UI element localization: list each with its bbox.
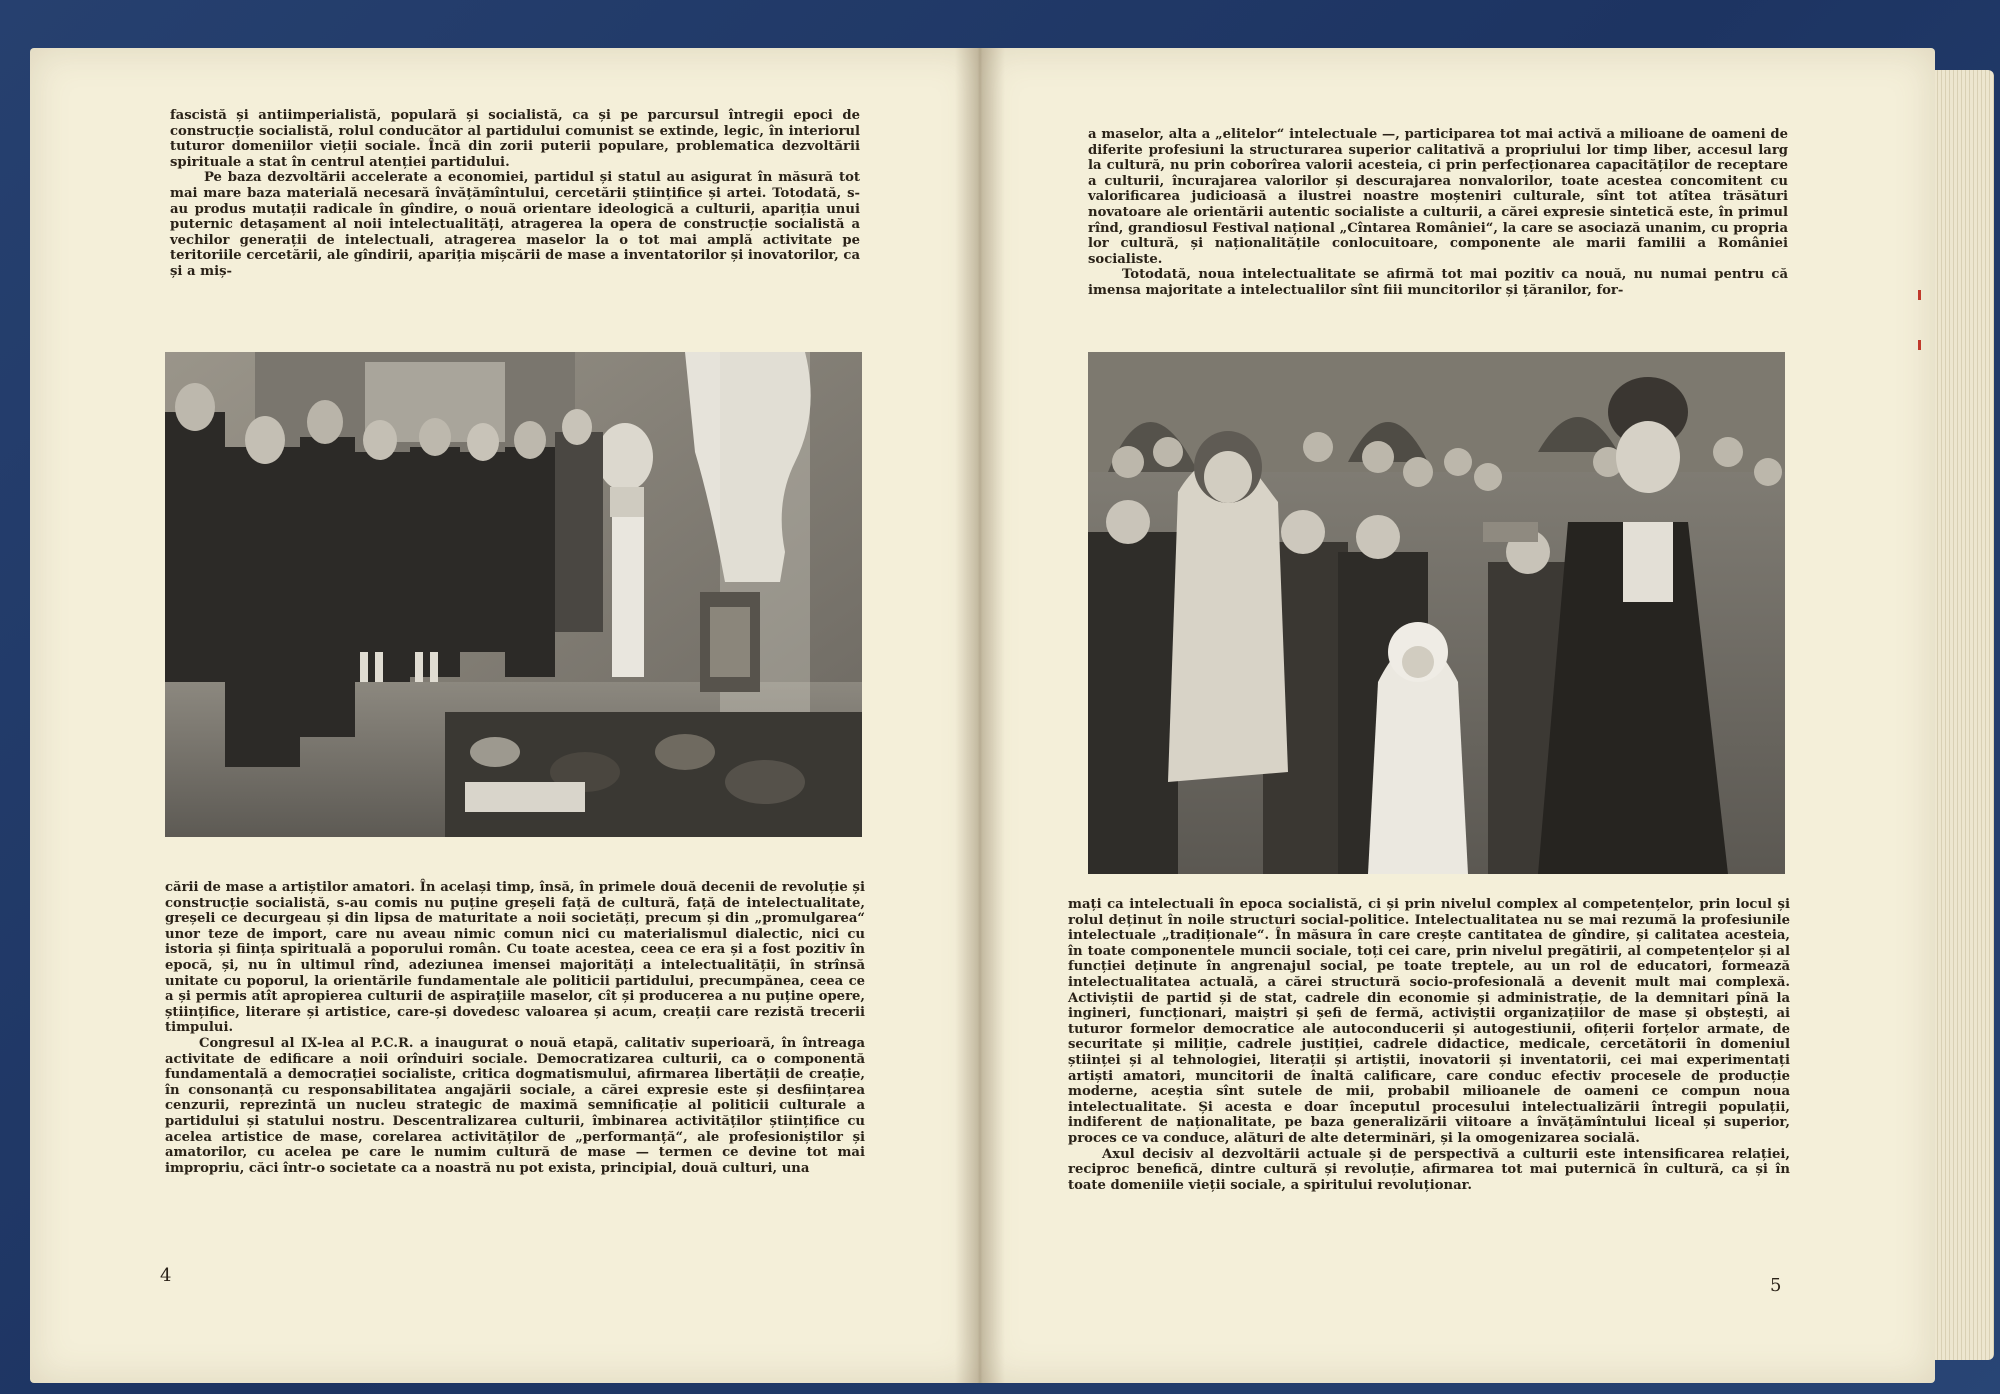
page-number-right: 5 — [1770, 1275, 1782, 1296]
book-gutter — [955, 48, 1005, 1383]
right-bottom-text — [1068, 897, 1790, 1193]
exhibition-photo — [165, 352, 862, 837]
paragraph: fascistă și antiimperialistă, populară și socialistă, ca și pe parcursul întregii epoci de construcție socialistă, rolul conducător al partidului comunist se extinde, legic, în interiorul tuturor domeniilor vieții sociale. Încă din zorii puterii populare, problematica dezvoltării spirituale a stat în centrul atenției partidului. — [170, 108, 860, 170]
paragraph: Congresul al IX-lea al P.C.R. a inaugurat o nouă etapă, calitativ superioară, în întreaga activitate de edificare a noii orînduiri sociale. Democratizarea culturii, ca o componentă fundamentală a democrației socialiste, critica dogmatismului, afirmarea libertății de creație, în consonanță cu responsabilitatea angajării sociale, a cărei expresie este și desființarea cenzurii, reprezintă un nucleu strategic de maximă semnificație al politicii culturale a partidului și statului nostru. Descentralizarea culturii, îmbinarea activităților științifice cu acelea artistice de mase, corelarea activităților de „performanță“, ale profesioniștilor și amatorilor, cu acelea pe care le numim cultură de mase — termen ce devine tot mai impropriu, căci într-o societate ca a noastră nu pot exista, principial, două culturi, una — [165, 1035, 865, 1176]
page-number-left: 4 — [160, 1265, 172, 1286]
paragraph: cării de mase a artiștilor amatori. În același timp, însă, în primele două decenii de revoluție și construcție socialistă, s-au comis nu puține greșeli față de cultură, față de intelectualitate, greșeli ce decurgeau și din lipsa de maturitate a noii societăți, precum și din „promulgarea“ unor teze de import, care nu aveau nimic comun nici cu materialismul dialectic, nici cu istoria și ființa spirituală a poporului român. Cu toate acestea, ceea ce era și a fost pozitiv în epocă, și, nu în ultimul rînd, adeziunea imensei majorități a intelectualității, în strînsă unitate cu poporul, la orientările fundamentale ale politicii partidului, precumpănea, ceea ce a și permis atît apropierea culturii de aspirațiile maselor, cît și producerea a nu puține opere, științifice, literare și artistice, care-și dovedesc valoarea și acum, creații care rezistă trecerii timpului. — [165, 880, 865, 1036]
paragraph: a maselor, alta a „elitelor“ intelectuale —, participarea tot mai activă a milioane de oameni de diferite profesiuni la structurarea superior calitativă a propriului lor timp liber, accesul larg la cultură, nu prin coborîrea valorii acesteia, ci prin perfecționarea capacităților de receptare a culturii, încurajarea valorilor și descurajarea nonvalorilor, toate acestea concomitent cu valorificarea judicioasă a ilustrei noastre moșteniri culturale, sînt tot atîtea trăsături novatoare ale orientării autentic socialiste a culturii, a cărei expresie sintetică este, în primul rînd, grandiosul Festival național „Cîntarea României“, la care se asociază unanim, cu propria lor cultură, și naționalitățile conlocuitoare, componente ale marii familii a României socialiste. — [1088, 127, 1788, 267]
exhibition-photo-image — [165, 352, 862, 837]
paragraph: Pe baza dezvoltării accelerate a economiei, partidul și statul au asigurat în măsură tot mai mare baza materială necesară învățămîntului, cercetării științifice și artei. Totodată, s-au produs mutații radicale în gîndire, o nouă orientare ideologică a culturii, apariția unui puternic detașament al noii intelectualități, atragerea la opera de construcție socialistă a vechilor generații de intelectuali, atragerea maselor la o tot mai amplă activitate pe teritoriile cercetării, ale gîndirii, apariția mișcării de mase a inventatorilor și inovatorilor, ca și a miș- — [170, 170, 860, 279]
page-stack-edge — [1934, 70, 1994, 1360]
festival-photo — [1088, 352, 1785, 874]
paragraph: mați ca intelectuali în epoca socialistă, ci și prin nivelul complex al competențelor, prin locul și rolul deținut în noile structuri social-politice. Intelectualitatea nu se mai rezumă la profesiunile intelectuale „tradiționale“. În măsura în care crește cantitatea de gîndire, și calitatea acesteia, în toate componentele muncii sociale, toți cei care, prin nivelul pregătirii, al competențelor și al funcției deținute în angrenajul social, pe toate treptele, au un rol de educatori, formează intelectualitatea actuală, a cărei structură socio-profesională a devenit mult mai complexă. Activiștii de partid și de stat, cadrele din economie și administrație, de la demnitari pînă la ingineri, funcționari, maiștri și șefi de fermă, activiștii organizațiilor de mase și obștești, ai tuturor formelor democratice ale autoconducerii și autogestiunii, ofițerii forțelor armate, de securitate și miliție, cadrele justiției, cadrele didactice, medicale, cercetătorii în domeniul științei și al tehnologiei, literații și artiștii, inovatorii și inventatorii, cei mai experimentați artiști amatori, muncitorii de înaltă calificare, care conduc efectiv procesele de producție moderne, aceștia sînt sutele de mii, probabil milioanele de oameni ce compun noua intelectualitate. Și acesta e doar începutul procesului intelectualizării întregii populații, indiferent de naționalitate, pe baza generalizării viitoare a învățămîntului liceal și superior, proces ce va conduce, alături de alte determinări, și la omogenizarea socială. — [1068, 897, 1790, 1146]
right-top-text — [1088, 127, 1788, 299]
festival-photo-image — [1088, 352, 1785, 874]
paragraph: Axul decisiv al dezvoltării actuale și de perspectivă a culturii este intensificarea relației, reciproc benefică, dintre cultură și revoluție, afirmarea tot mai puternică în cultură, ca și în toate domeniile vieții sociale, a spiritului revoluționar. — [1068, 1146, 1790, 1193]
red-edge-mark — [1918, 290, 1921, 300]
paragraph: Totodată, noua intelectualitate se afirmă tot mai pozitiv ca nouă, nu numai pentru că imensa majoritate a intelectualilor sînt fiii muncitorilor și țăranilor, for- — [1088, 267, 1788, 298]
left-bottom-text — [165, 880, 865, 1176]
red-edge-mark — [1918, 340, 1921, 350]
left-top-text — [170, 108, 860, 280]
